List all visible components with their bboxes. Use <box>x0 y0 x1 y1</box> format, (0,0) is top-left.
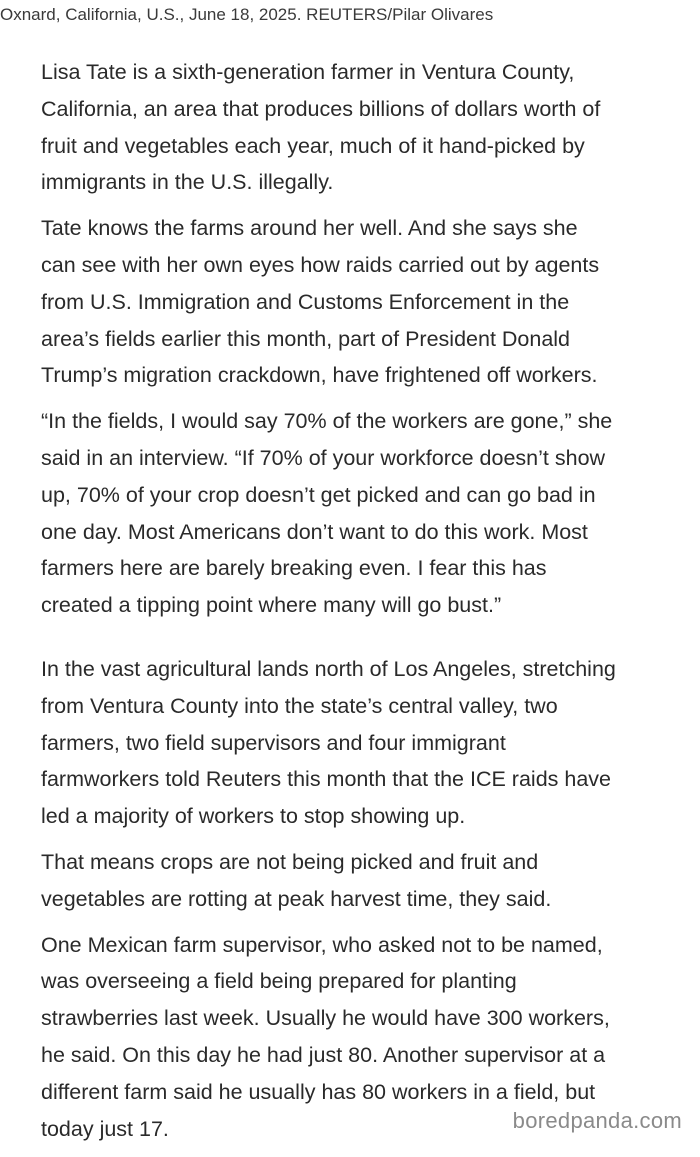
paragraph-line: farmers here are barely breaking even. I fear this has <box>41 556 547 581</box>
paragraph-line: area’s fields earlier this month, part of President Donald <box>41 326 571 351</box>
paragraph-line: led a majority of workers to stop showing up. <box>41 804 466 829</box>
paragraph-2 <box>41 210 697 394</box>
paragraph-line: “In the fields, I would say 70% of the workers are gone,” she <box>41 409 613 434</box>
paragraph-5 <box>41 844 697 918</box>
paragraph-line: up, 70% of your crop doesn’t get picked and can go bad in <box>41 482 596 507</box>
paragraph-line: today just 17. <box>41 1116 169 1141</box>
paragraph-line: created a tipping point where many will go bust.” <box>41 593 502 618</box>
paragraph-line: Tate knows the farms around her well. And she says she <box>41 216 578 241</box>
paragraph-line: fruit and vegetables each year, much of it hand-picked by <box>41 133 585 158</box>
paragraph-3-quote <box>41 403 697 624</box>
paragraph-line: from U.S. Immigration and Customs Enforcement in the <box>41 289 570 314</box>
paragraph-line: Lisa Tate is a sixth-generation farmer in Ventura County, <box>41 60 575 84</box>
paragraph-line: from Ventura County into the state’s central valley, two <box>41 693 558 718</box>
watermark: boredpanda.com <box>512 1108 682 1133</box>
paragraph-line: can see with her own eyes how raids carried out by agents <box>41 252 600 277</box>
paragraph-line: was overseeing a field being prepared for planting <box>41 969 517 994</box>
paragraph-line: California, an area that produces billions of dollars worth of <box>41 96 601 121</box>
paragraph-line: In the vast agricultural lands north of Los Angeles, stretching <box>41 656 616 681</box>
paragraph-line: That means crops are not being picked and fruit and <box>41 849 539 874</box>
paragraph-line: strawberries last week. Usually he would have 300 workers, <box>41 1006 610 1031</box>
paragraph-line: he said. On this day he had just 80. Another supervisor at a <box>41 1042 606 1067</box>
paragraph-line: farmworkers told Reuters this month that the ICE raids have <box>41 767 611 792</box>
paragraph-line: vegetables are rotting at peak harvest time, they said. <box>41 886 552 911</box>
paragraph-line: one day. Most Americans don’t want to do this work. Most <box>41 519 588 544</box>
paragraph-line: Trump’s migration crackdown, have frightened off workers. <box>41 363 598 388</box>
paragraph-line: farmers, two field supervisors and four immigrant <box>41 730 506 755</box>
paragraph-4 <box>41 651 697 835</box>
photo-caption: Oxnard, California, U.S., June 18, 2025. REUTERS/Pilar Olivares <box>0 5 494 24</box>
paragraph-1 <box>41 54 697 201</box>
paragraph-line: One Mexican farm supervisor, who asked not to be named, <box>41 932 603 957</box>
article-body <box>41 54 697 1157</box>
paragraph-line: different farm said he usually has 80 workers in a field, but <box>41 1079 596 1104</box>
paragraph-line: said in an interview. “If 70% of your workforce doesn’t show <box>41 445 606 470</box>
paragraph-line: immigrants in the U.S. illegally. <box>41 170 334 195</box>
